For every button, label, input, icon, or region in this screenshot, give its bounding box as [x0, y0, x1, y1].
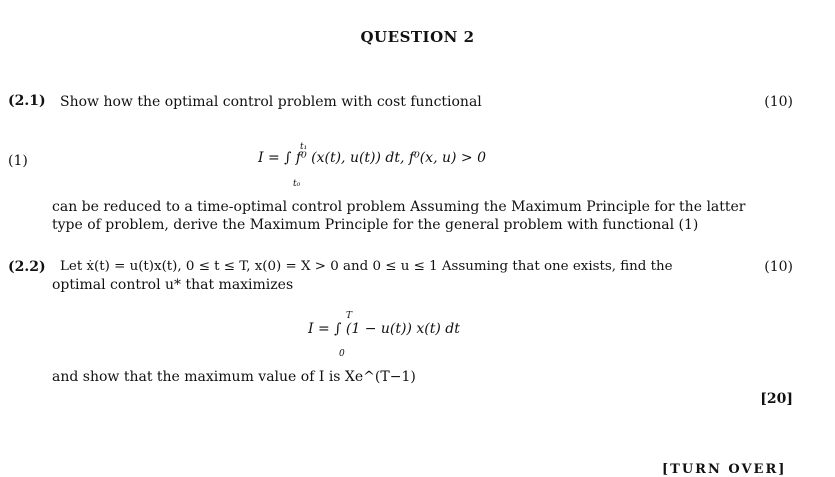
total-marks: [20] [760, 391, 793, 407]
equation-1-text: I = ∫ f⁰ (x(t), u(t)) dt, f⁰(x, u) > 0 [258, 150, 486, 166]
q21-text-line-1: Show how the optimal control problem with cost functional [60, 94, 482, 110]
q22-text-line-1: Let ẋ(t) = u(t)x(t), 0 ≤ t ≤ T, x(0) = X > 0 and 0 ≤ u ≤ 1 Assuming that one exists, find the [60, 259, 673, 274]
q22-text-line-2: optimal control u* that maximizes [52, 277, 294, 293]
equation-2-upper-limit: T [346, 311, 353, 321]
equation-1-upper-limit: t₁ [300, 142, 308, 152]
equation-1-lower-limit: t₀ [293, 179, 301, 189]
question-number-2-1: (2.1) [8, 93, 46, 109]
equation-2 [308, 321, 460, 337]
q22-text-line-3: and show that the maximum value of I is Xe^(T−1) [52, 369, 416, 385]
q21-text-line-3: type of problem, derive the Maximum Principle for the general problem with functional (1) [52, 217, 699, 233]
equation-2-lower-limit: 0 [339, 349, 345, 359]
equation-1 [258, 150, 486, 166]
q21-marks: (10) [764, 94, 793, 110]
question-number-2-2: (2.2) [8, 259, 46, 275]
equation-2-text: I = ∫ (1 − u(t)) x(t) dt [308, 321, 460, 337]
turn-over-footer: [TURN OVER] [662, 462, 787, 477]
q22-marks: (10) [764, 259, 793, 275]
equation-number-1: (1) [8, 153, 28, 169]
question-title: QUESTION 2 [360, 28, 475, 46]
q21-text-line-2: can be reduced to a time-optimal control problem Assuming the Maximum Principle for the latter [52, 199, 746, 215]
